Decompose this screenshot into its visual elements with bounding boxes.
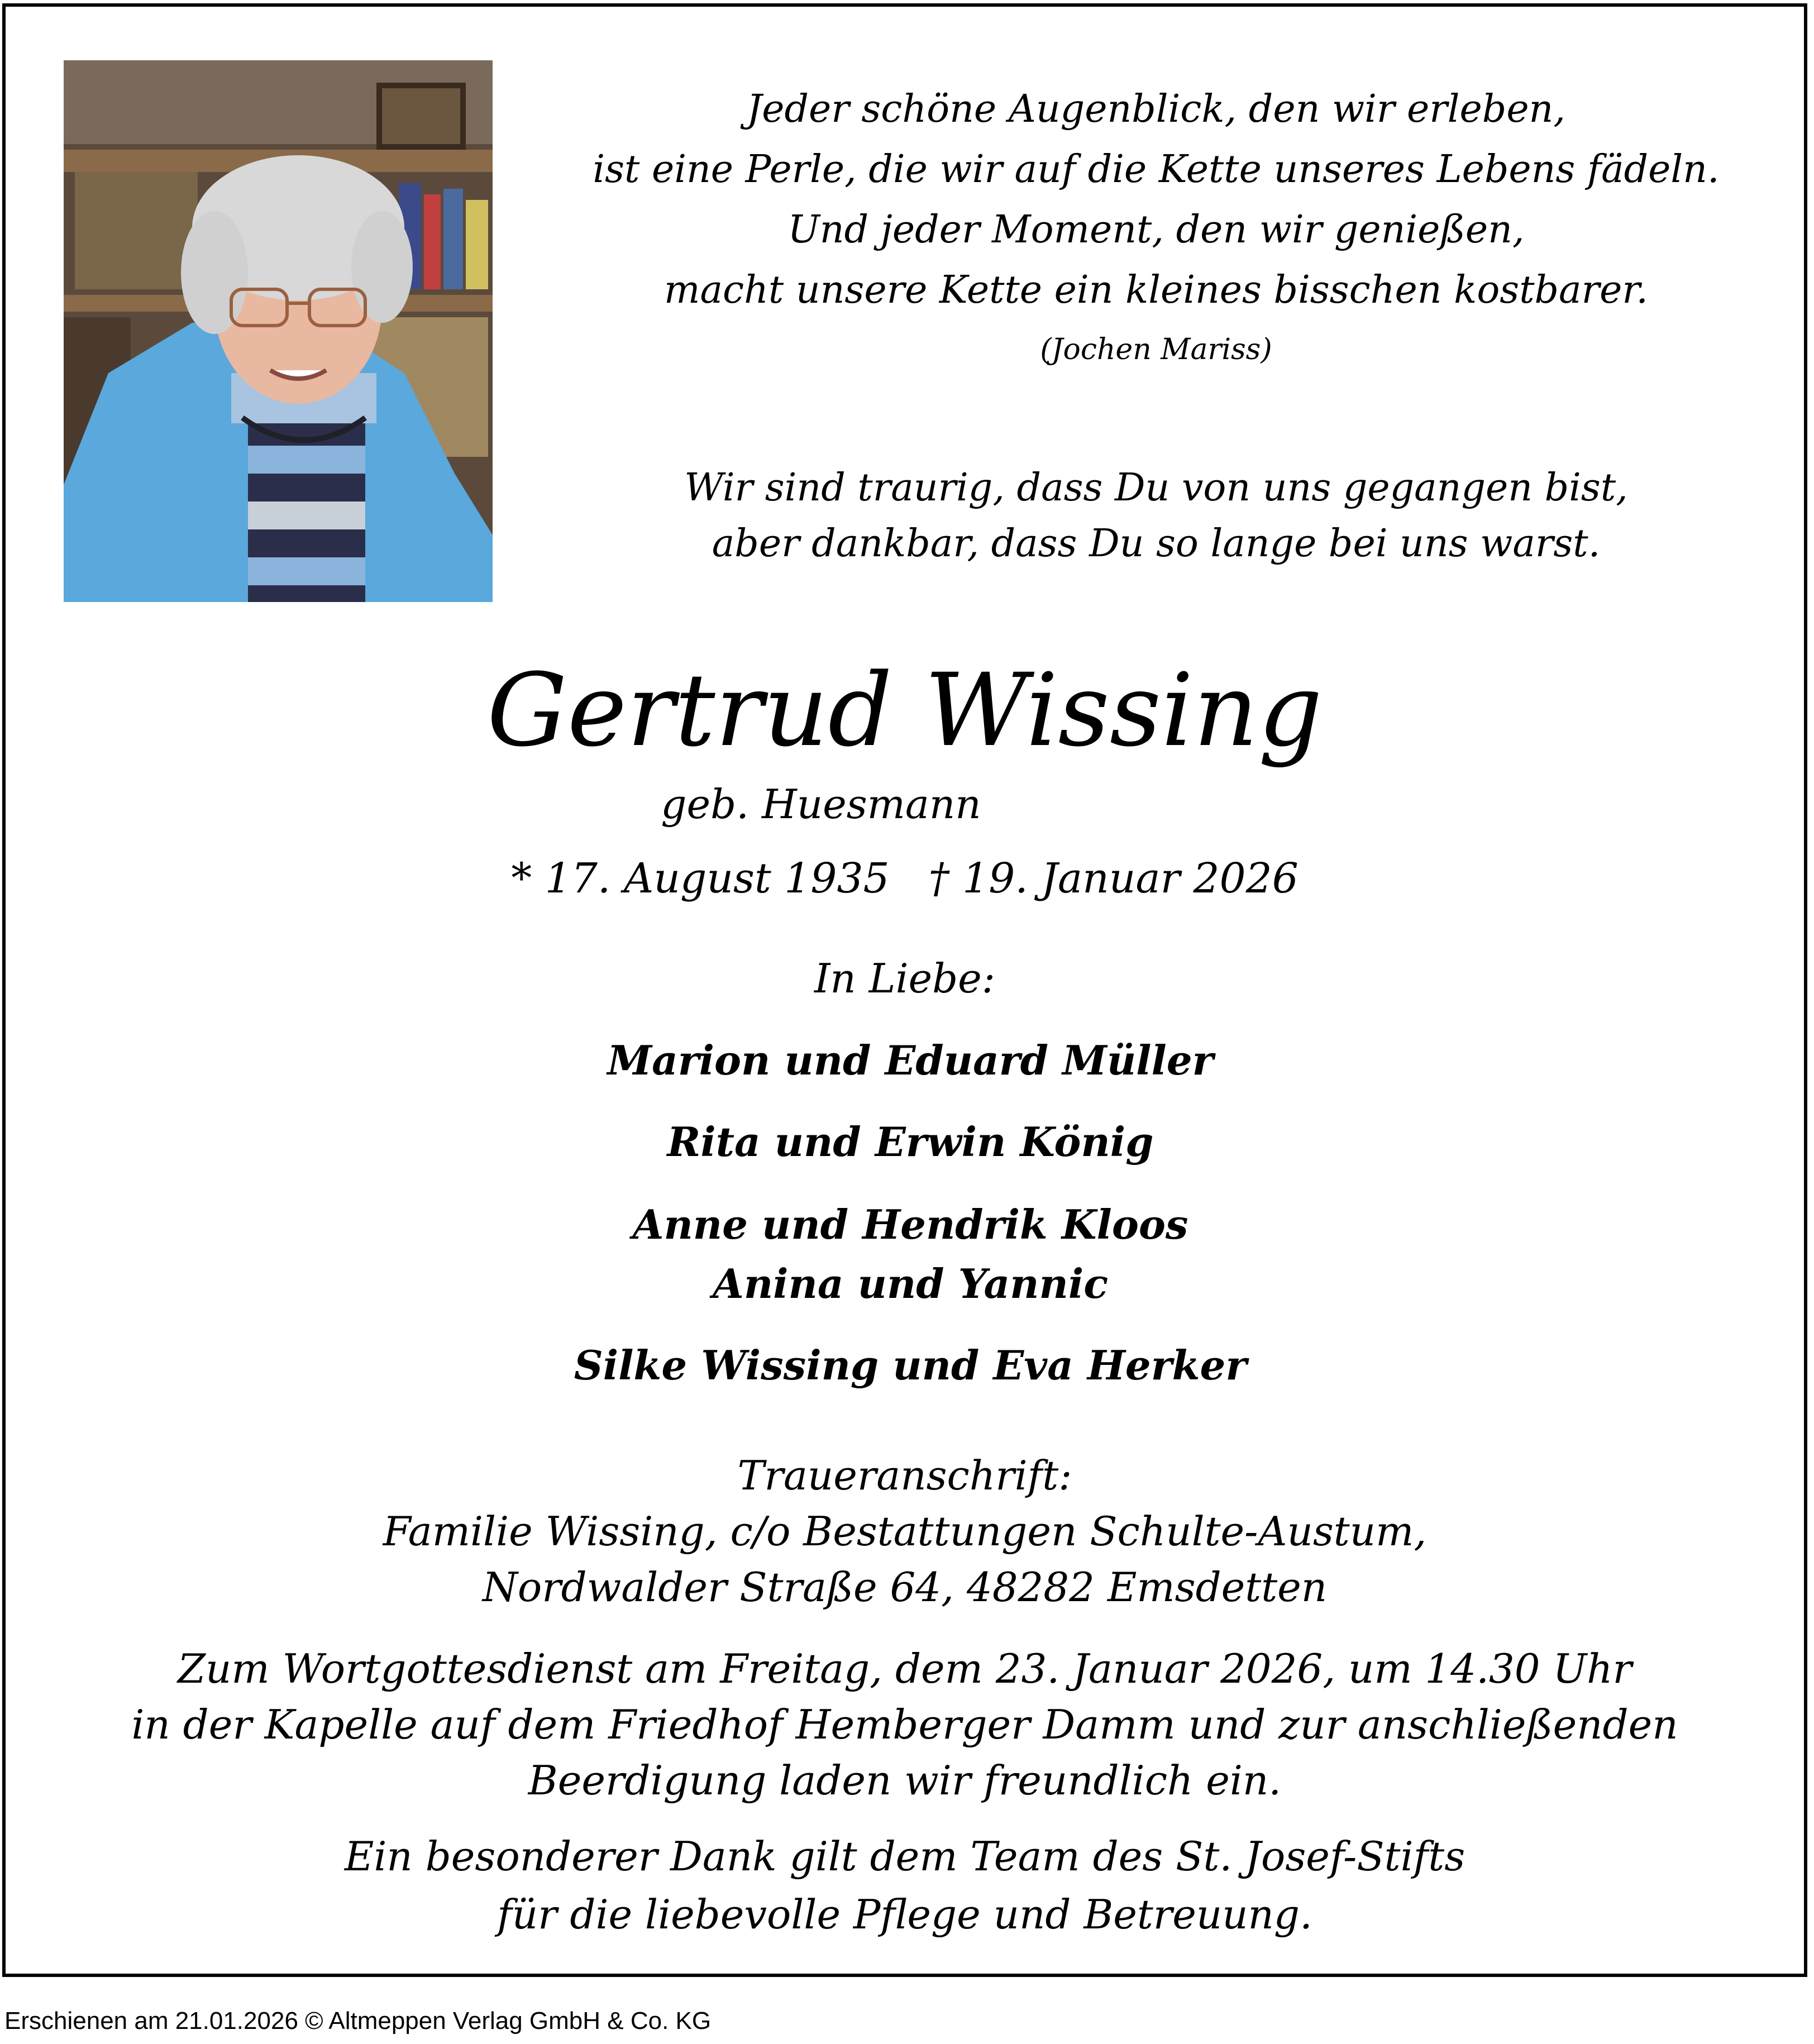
poem-line: macht unsere Kette ein kleines bisschen kostbarer. (664, 268, 1648, 312)
mourning-address (223, 1448, 1586, 1615)
poem-line: Jeder schöne Augenblick, den wir erleben, (747, 87, 1565, 131)
mourning-text (536, 460, 1776, 572)
mourning-line: aber dankbar, dass Du so lange bei uns warst. (712, 522, 1601, 566)
address-line: Nordwalder Straße 64, 48282 Emsdetten (482, 1564, 1328, 1611)
publication-footer: Erschienen am 21.01.2026 © Altmeppen Verlag GmbH & Co. KG (4, 2007, 712, 2035)
thanks-line: Ein besonderer Dank gilt dem Team des St. Josef-Stifts (344, 1833, 1465, 1880)
thanks-line: für die liebevolle Pflege und Betreuung. (497, 1891, 1312, 1938)
birth-date: * 17. August 1935 (511, 854, 890, 902)
address-line: Familie Wissing, c/o Bestattungen Schulte-Austum, (383, 1508, 1427, 1555)
mourners-intro: In Liebe: (814, 955, 996, 1002)
poem-attribution: (Jochen Mariss) (1040, 333, 1272, 366)
portrait-illustration (64, 60, 493, 602)
deceased-name: Gertrud Wissing (487, 652, 1323, 769)
death-date: † 19. Januar 2026 (928, 854, 1299, 902)
mourner-name: Marion und Eduard Müller (607, 1037, 1214, 1084)
poem-line: ist eine Perle, die wir auf die Kette unseres Lebens fädeln. (593, 147, 1720, 192)
mourner-name: Rita und Erwin König (667, 1118, 1154, 1166)
birth-name: geb. Huesmann (661, 781, 981, 828)
mourning-line: Wir sind traurig, dass Du von uns gegangen bist, (684, 466, 1628, 510)
service-line: Zum Wortgottesdienst am Freitag, dem 23. Januar 2026, um 14.30 Uhr (178, 1645, 1632, 1692)
poem (536, 79, 1776, 321)
portrait-photo (64, 60, 493, 602)
mourner-name: Silke Wissing und Eva Herker (574, 1341, 1247, 1389)
service-announcement (56, 1641, 1754, 1808)
mourner-name: Anina und Yannic (712, 1260, 1109, 1307)
service-line: Beerdigung laden wir freundlich ein. (528, 1757, 1282, 1804)
life-dates (503, 854, 1307, 902)
address-heading: Traueranschrift: (737, 1452, 1072, 1499)
thanks-note (223, 1827, 1586, 1943)
service-line: in der Kapelle auf dem Friedhof Hemberger Damm und zur anschließenden (131, 1701, 1678, 1748)
poem-line: Und jeder Moment, den wir genießen, (787, 208, 1525, 252)
mourner-name: Anne und Hendrik Kloos (632, 1201, 1188, 1248)
